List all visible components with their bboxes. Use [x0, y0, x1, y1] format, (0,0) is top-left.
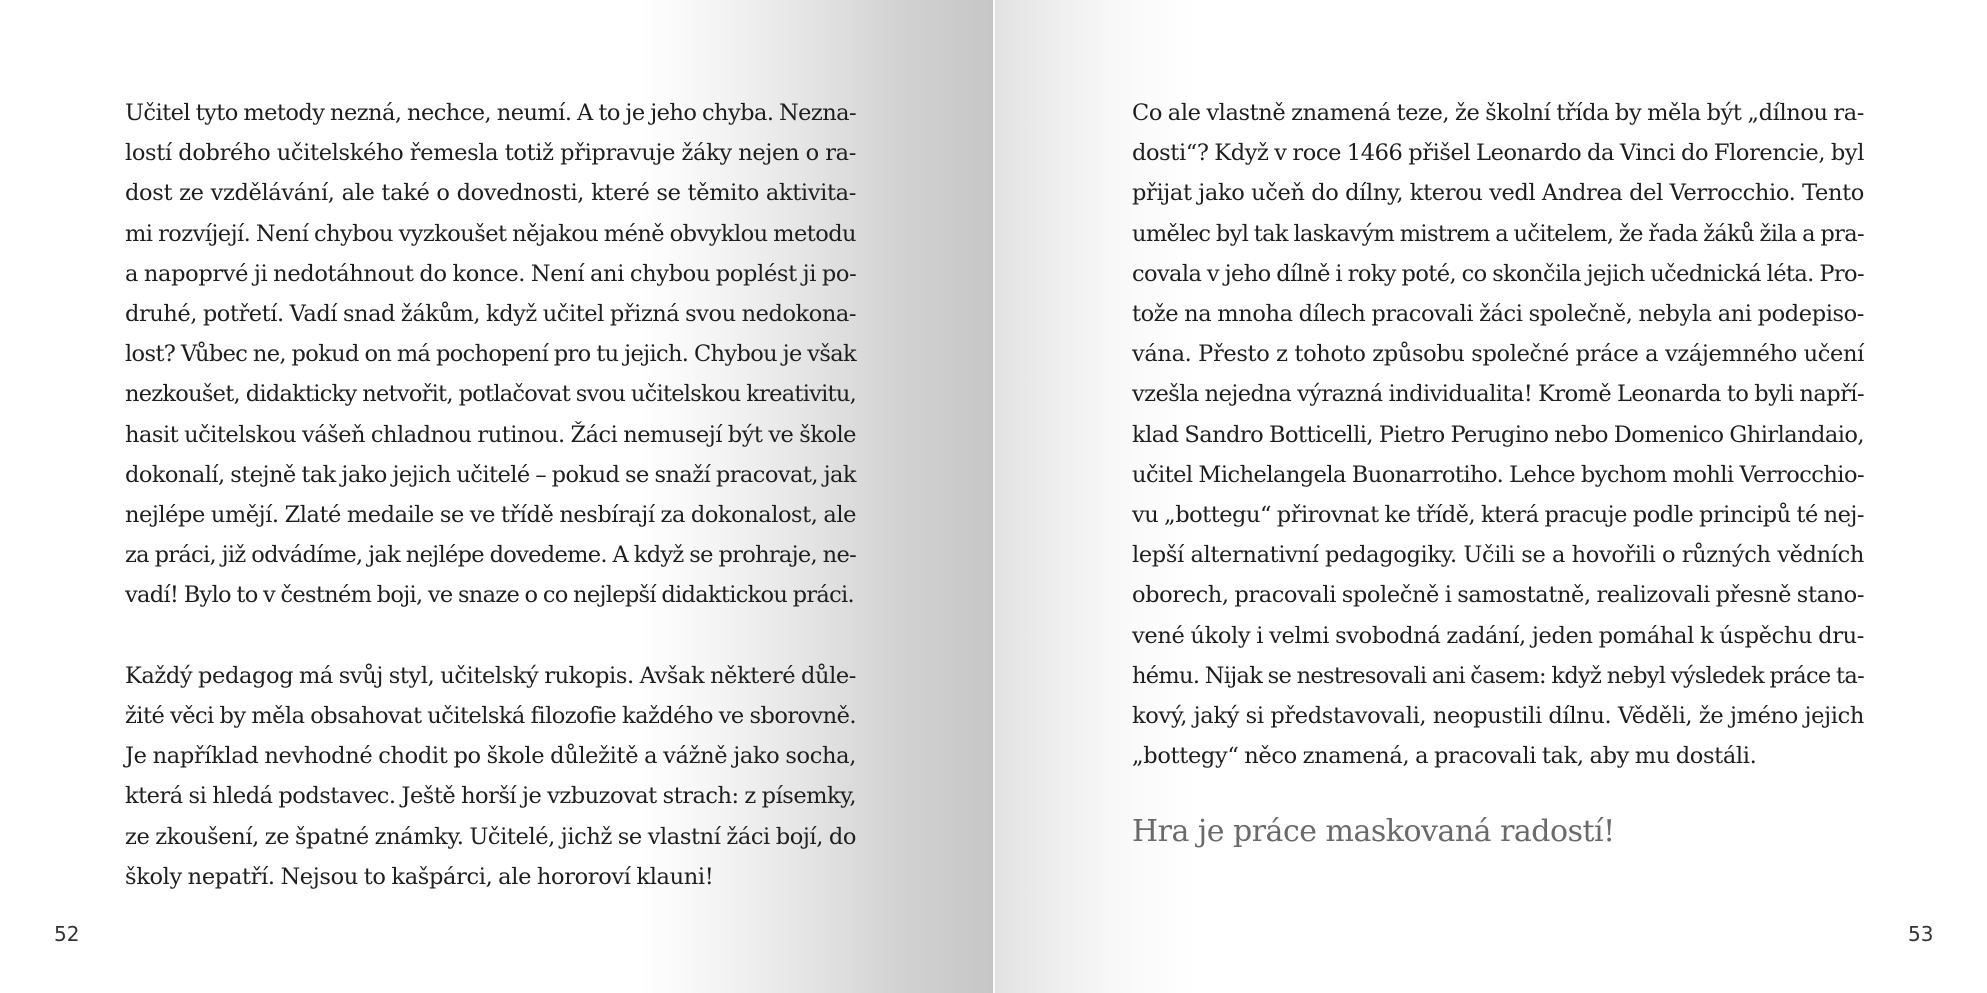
text-line: vadí! Bylo to v čestném boji, ve snaze o co nejlepší didaktickou práci. — [125, 582, 854, 609]
text-line: vzešla nejedna výrazná individualita! Kromě Leonarda to byli napří- — [1132, 381, 1864, 408]
text-line: vána. Přesto z tohoto způsobu společné práce a vzájemného učení — [1132, 341, 1864, 368]
text-line: Je například nevhodné chodit po škole důležitě a vážně jako socha, — [125, 743, 856, 770]
left-page — [0, 0, 993, 993]
text-line: dosti“? Když v roce 1466 přišel Leonardo da Vinci do Florencie, byl — [1132, 140, 1864, 167]
text-line: nejlépe umějí. Zlaté medaile se ve třídě nesbírají za dokonalost, ale — [125, 502, 856, 528]
text-line: hasit učitelskou vášeň chladnou rutinou. Žáci nemusejí být ve škole — [125, 421, 856, 448]
text-line: kový, jaký si představovali, neopustili dílnu. Věděli, že jméno jejich — [1132, 703, 1864, 729]
text-line: lepší alternativní pedagogiky. Učili se a hovořili o různých vědních — [1132, 542, 1864, 569]
text-line: dost ze vzdělávání, ale také o dovednosti, které se těmito aktivita- — [125, 180, 856, 207]
pull-quote: Hra je práce maskovaná radostí! — [1132, 814, 1615, 849]
text-line: přijat jako učeň do dílny, kterou vedl Andrea del Verrocchio. Tento — [1132, 180, 1864, 207]
text-line: „bottegy“ něco znamená, a pracovali tak, aby mu dostáli. — [1132, 743, 1757, 770]
text-line: vené úkoly i velmi svobodná zadání, jeden pomáhal k úspěchu dru- — [1132, 622, 1864, 649]
text-line: mi rozvíjejí. Není chybou vyzkoušet nějakou méně obvyklou metodu — [125, 220, 856, 247]
text-line: dokonalí, stejně tak jako jejich učitelé – pokud se snaží pracovat, jak — [125, 461, 856, 488]
text-line: která si hledá podstavec. Ještě horší je vzbuzovat strach: z písemky, — [125, 783, 856, 810]
text-line: Učitel tyto metody nezná, nechce, neumí. A to je jeho chyba. Nezna- — [125, 100, 857, 126]
page-number-right: 53 — [1908, 922, 1934, 946]
text-line: učitel Michelangela Buonarrotiho. Lehce bychom mohli Verrocchio- — [1132, 461, 1864, 488]
text-line: lost? Vůbec ne, pokud on má pochopení pro tu jejich. Chybou je však — [125, 341, 856, 368]
text-line: tože na mnoha dílech pracovali žáci společně, nebyla ani podepiso- — [1132, 301, 1864, 327]
text-line: oborech, pracovali společně i samostatně, realizovali přesně stano- — [1132, 582, 1865, 609]
text-line: školy nepatří. Nejsou to kašpárci, ale hororoví klauni! — [125, 863, 714, 890]
text-line: covala v jeho dílně i roky poté, co skončila jejich učednická léta. Pro- — [1132, 260, 1864, 287]
text-line: a napoprvé ji nedotáhnout do konce. Není ani chybou poplést ji po- — [125, 260, 857, 287]
text-line: Co ale vlastně znamená teze, že školní třída by měla být „dílnou ra- — [1132, 100, 1864, 126]
text-line: nezkoušet, didakticky netvořit, potlačovat svou učitelskou kreativitu, — [125, 381, 856, 408]
text-line: Každý pedagog má svůj styl, učitelský rukopis. Avšak některé důle- — [125, 662, 856, 689]
text-line: lostí dobrého učitelského řemesla totiž připravuje žáky nejen o ra- — [125, 140, 856, 167]
page-number-left: 52 — [54, 922, 80, 946]
text-line: žité věci by měla obsahovat učitelská filozofie každého ve sborovně. — [125, 703, 856, 729]
text-line: ze zkoušení, ze špatné známky. Učitelé, jichž se vlastní žáci bojí, do — [125, 823, 856, 850]
text-line: hému. Nijak se nestresovali ani časem: když nebyl výsledek práce ta- — [1132, 662, 1864, 689]
text-line: klad Sandro Botticelli, Pietro Perugino nebo Domenico Ghirlandaio, — [1132, 421, 1864, 448]
text-line: vu „bottegu“ přirovnat ke třídě, která pracuje podle principů té nej- — [1132, 502, 1864, 528]
text-line: druhé, potřetí. Vadí snad žákům, když učitel přizná svou nedokona- — [125, 301, 856, 327]
text-line: umělec byl tak laskavým mistrem a učitelem, že řada žáků žila a pra- — [1132, 220, 1864, 247]
text-line: za práci, již odvádíme, jak nejlépe dovedeme. A když se prohraje, ne- — [125, 542, 856, 569]
